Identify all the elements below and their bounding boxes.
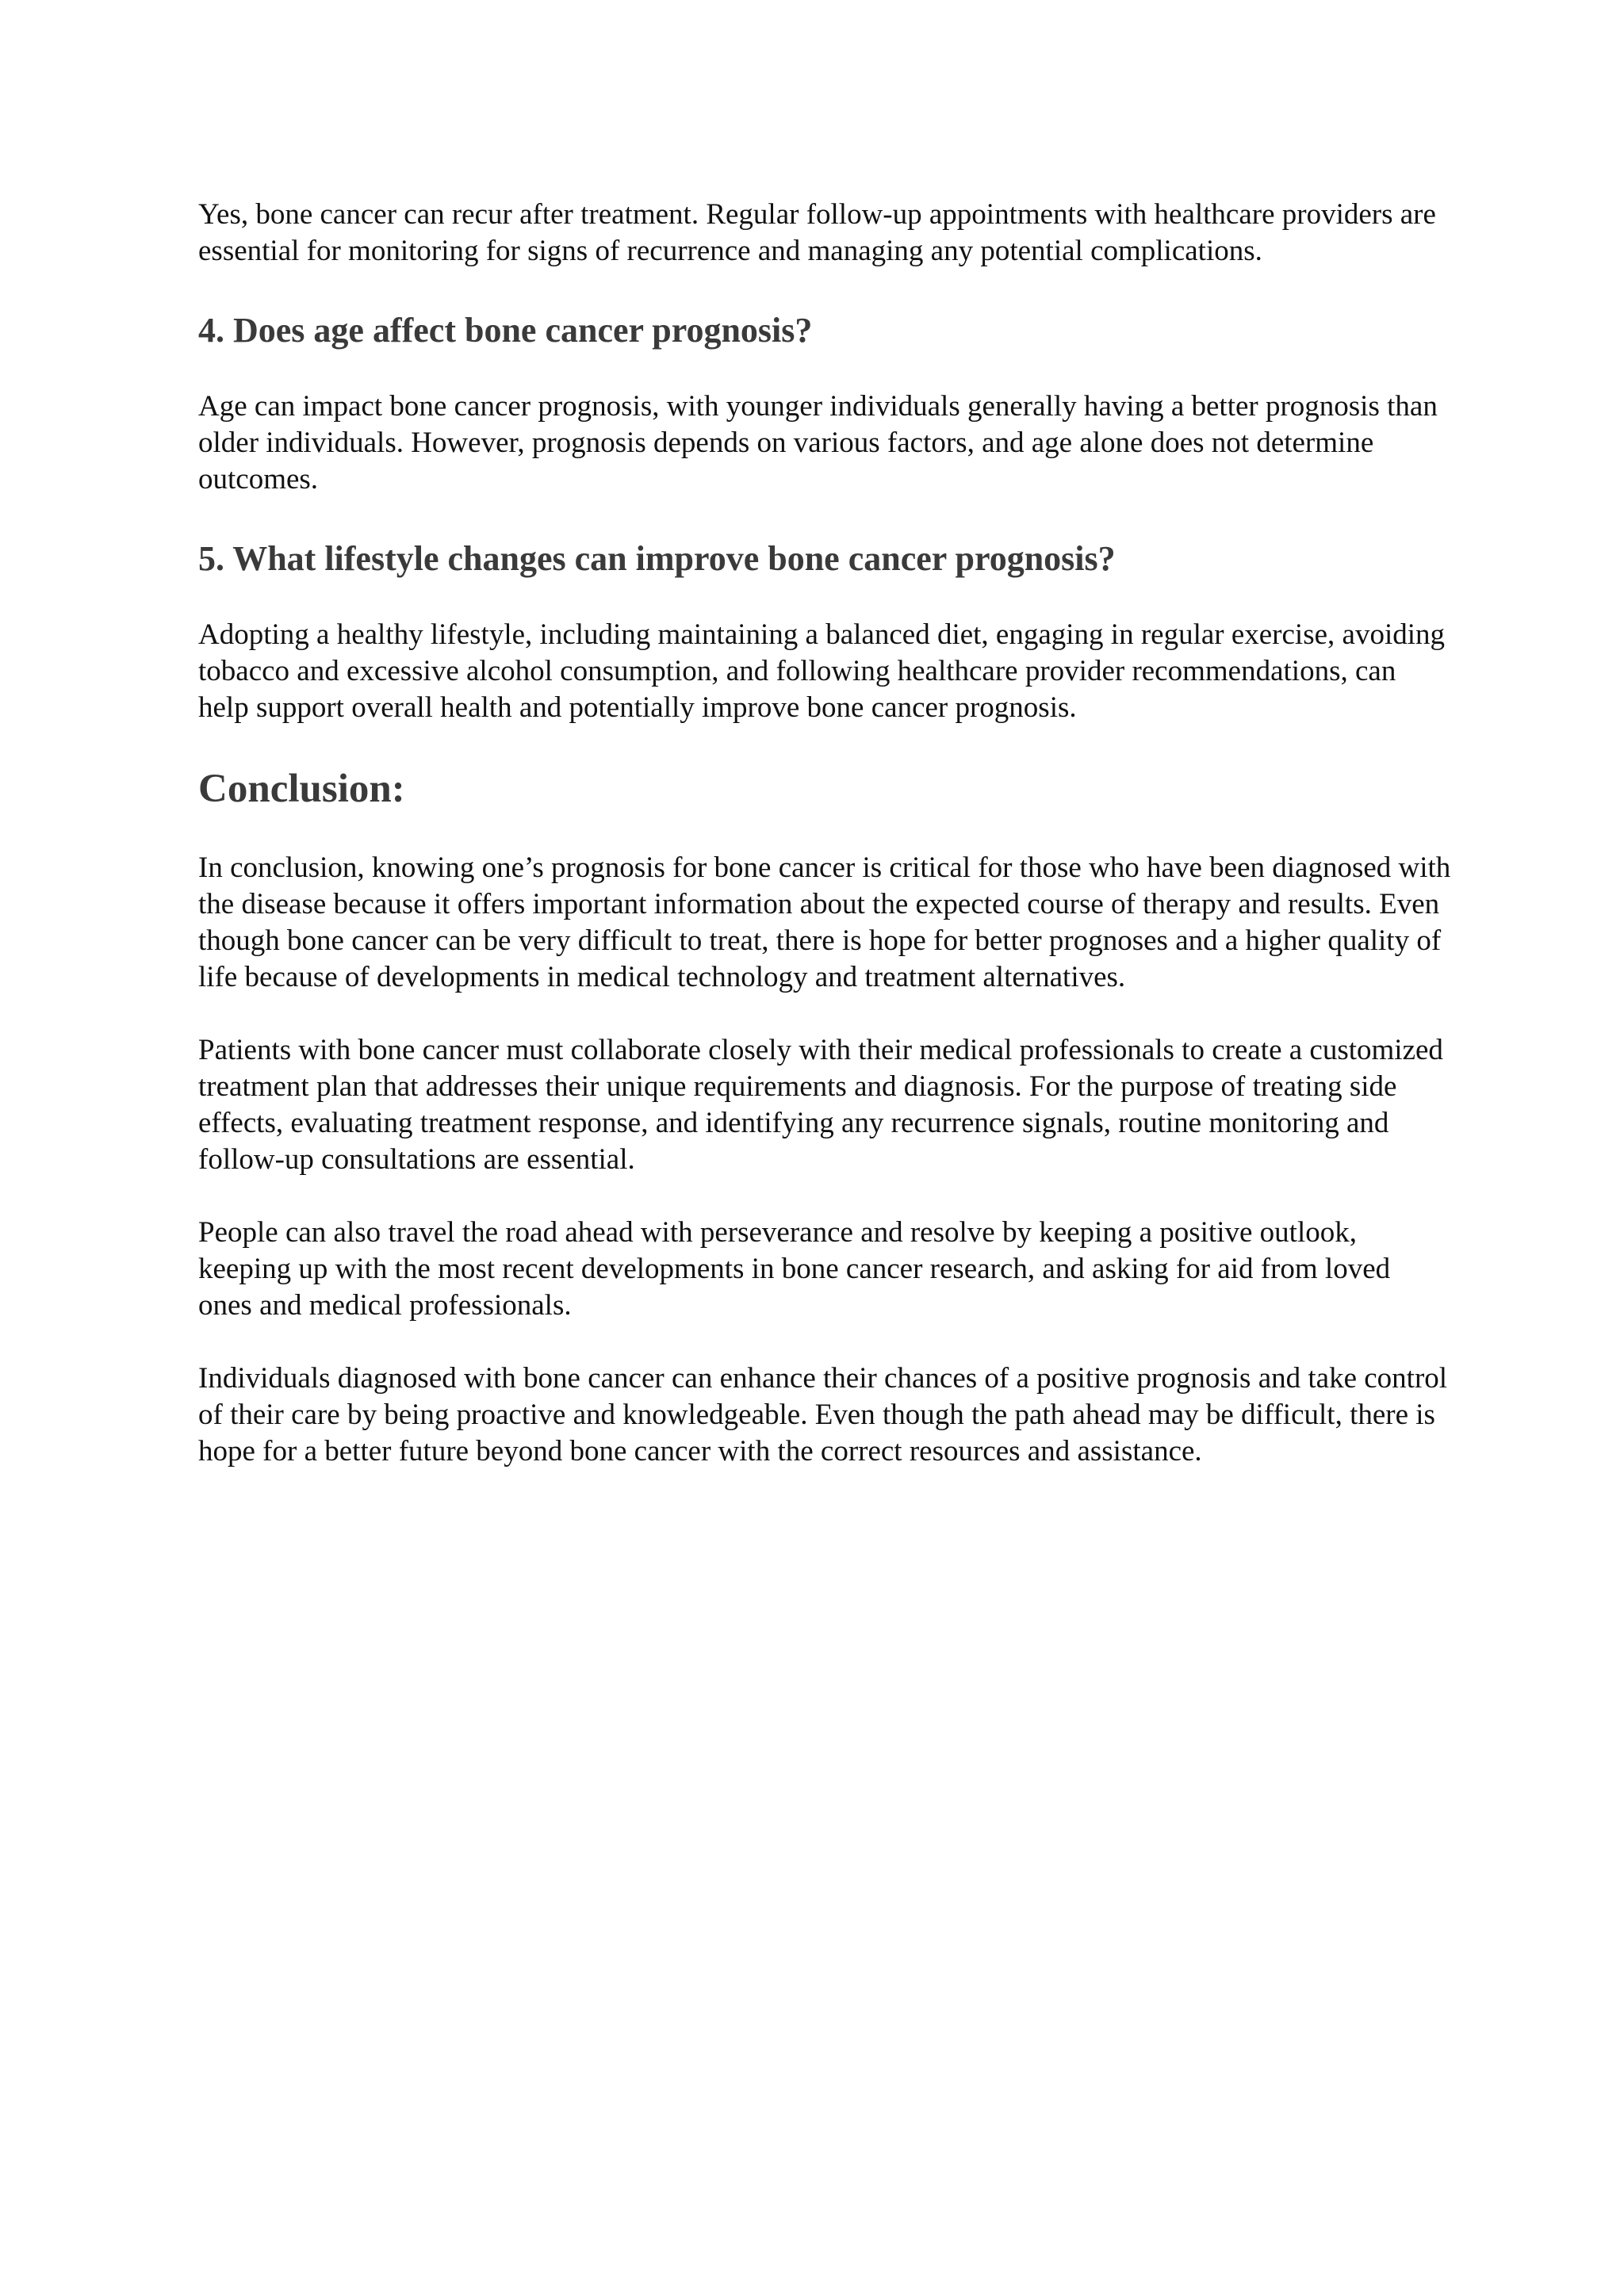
- faq-5-heading: 5. What lifestyle changes can improve bone cancer prognosis?: [198, 539, 1116, 578]
- conclusion-paragraph: Individuals diagnosed with bone cancer can enhance their chances of a positive prognosis and take control of their care by being proactive and knowledgeable. Even though the path ahead may be difficult, there is hope for a better future beyond bone cancer with the correct resources and assistance.: [198, 1362, 1448, 1468]
- faq-4-answer: Age can impact bone cancer prognosis, with younger individuals generally having a better prognosis than older individuals. However, prognosis depends on various factors, and age alone does not determine outcomes.: [198, 390, 1438, 496]
- faq-5-answer: Adopting a healthy lifestyle, including maintaining a balanced diet, engaging in regular exercise, avoiding tobacco and excessive alcohol consumption, and following healthcare provider recommendations, can help support overall health and potentially improve bone cancer prognosis.: [198, 618, 1446, 724]
- document-page: [198, 197, 1451, 1470]
- faq-3-answer: Yes, bone cancer can recur after treatment. Regular follow-up appointments with healthcare providers are essential for monitoring for signs of recurrence and managing any potential complications.: [198, 198, 1436, 267]
- faq-4-heading: 4. Does age affect bone cancer prognosis?: [198, 311, 813, 350]
- conclusion-paragraph: In conclusion, knowing one’s prognosis for bone cancer is critical for those who have been diagnosed with the disease because it offers important information about the expected course of therapy and results. Even though bone cancer can be very difficult to treat, there is hope for better prognoses and a higher quality of life because of developments in medical technology and treatment alternatives.: [198, 851, 1451, 993]
- conclusion-paragraph: People can also travel the road ahead with perseverance and resolve by keeping a positive outlook, keeping up with the most recent developments in bone cancer research, and asking for aid from loved ones and medical professionals.: [198, 1216, 1391, 1322]
- conclusion-heading: Conclusion:: [198, 767, 405, 811]
- conclusion-paragraph: Patients with bone cancer must collaborate closely with their medical professionals to create a customized treatment plan that addresses their unique requirements and diagnosis. For the purpose of treating side effects, evaluating treatment response, and identifying any recurrence signals, routine monitoring and follow-up consultations are essential.: [198, 1034, 1443, 1176]
